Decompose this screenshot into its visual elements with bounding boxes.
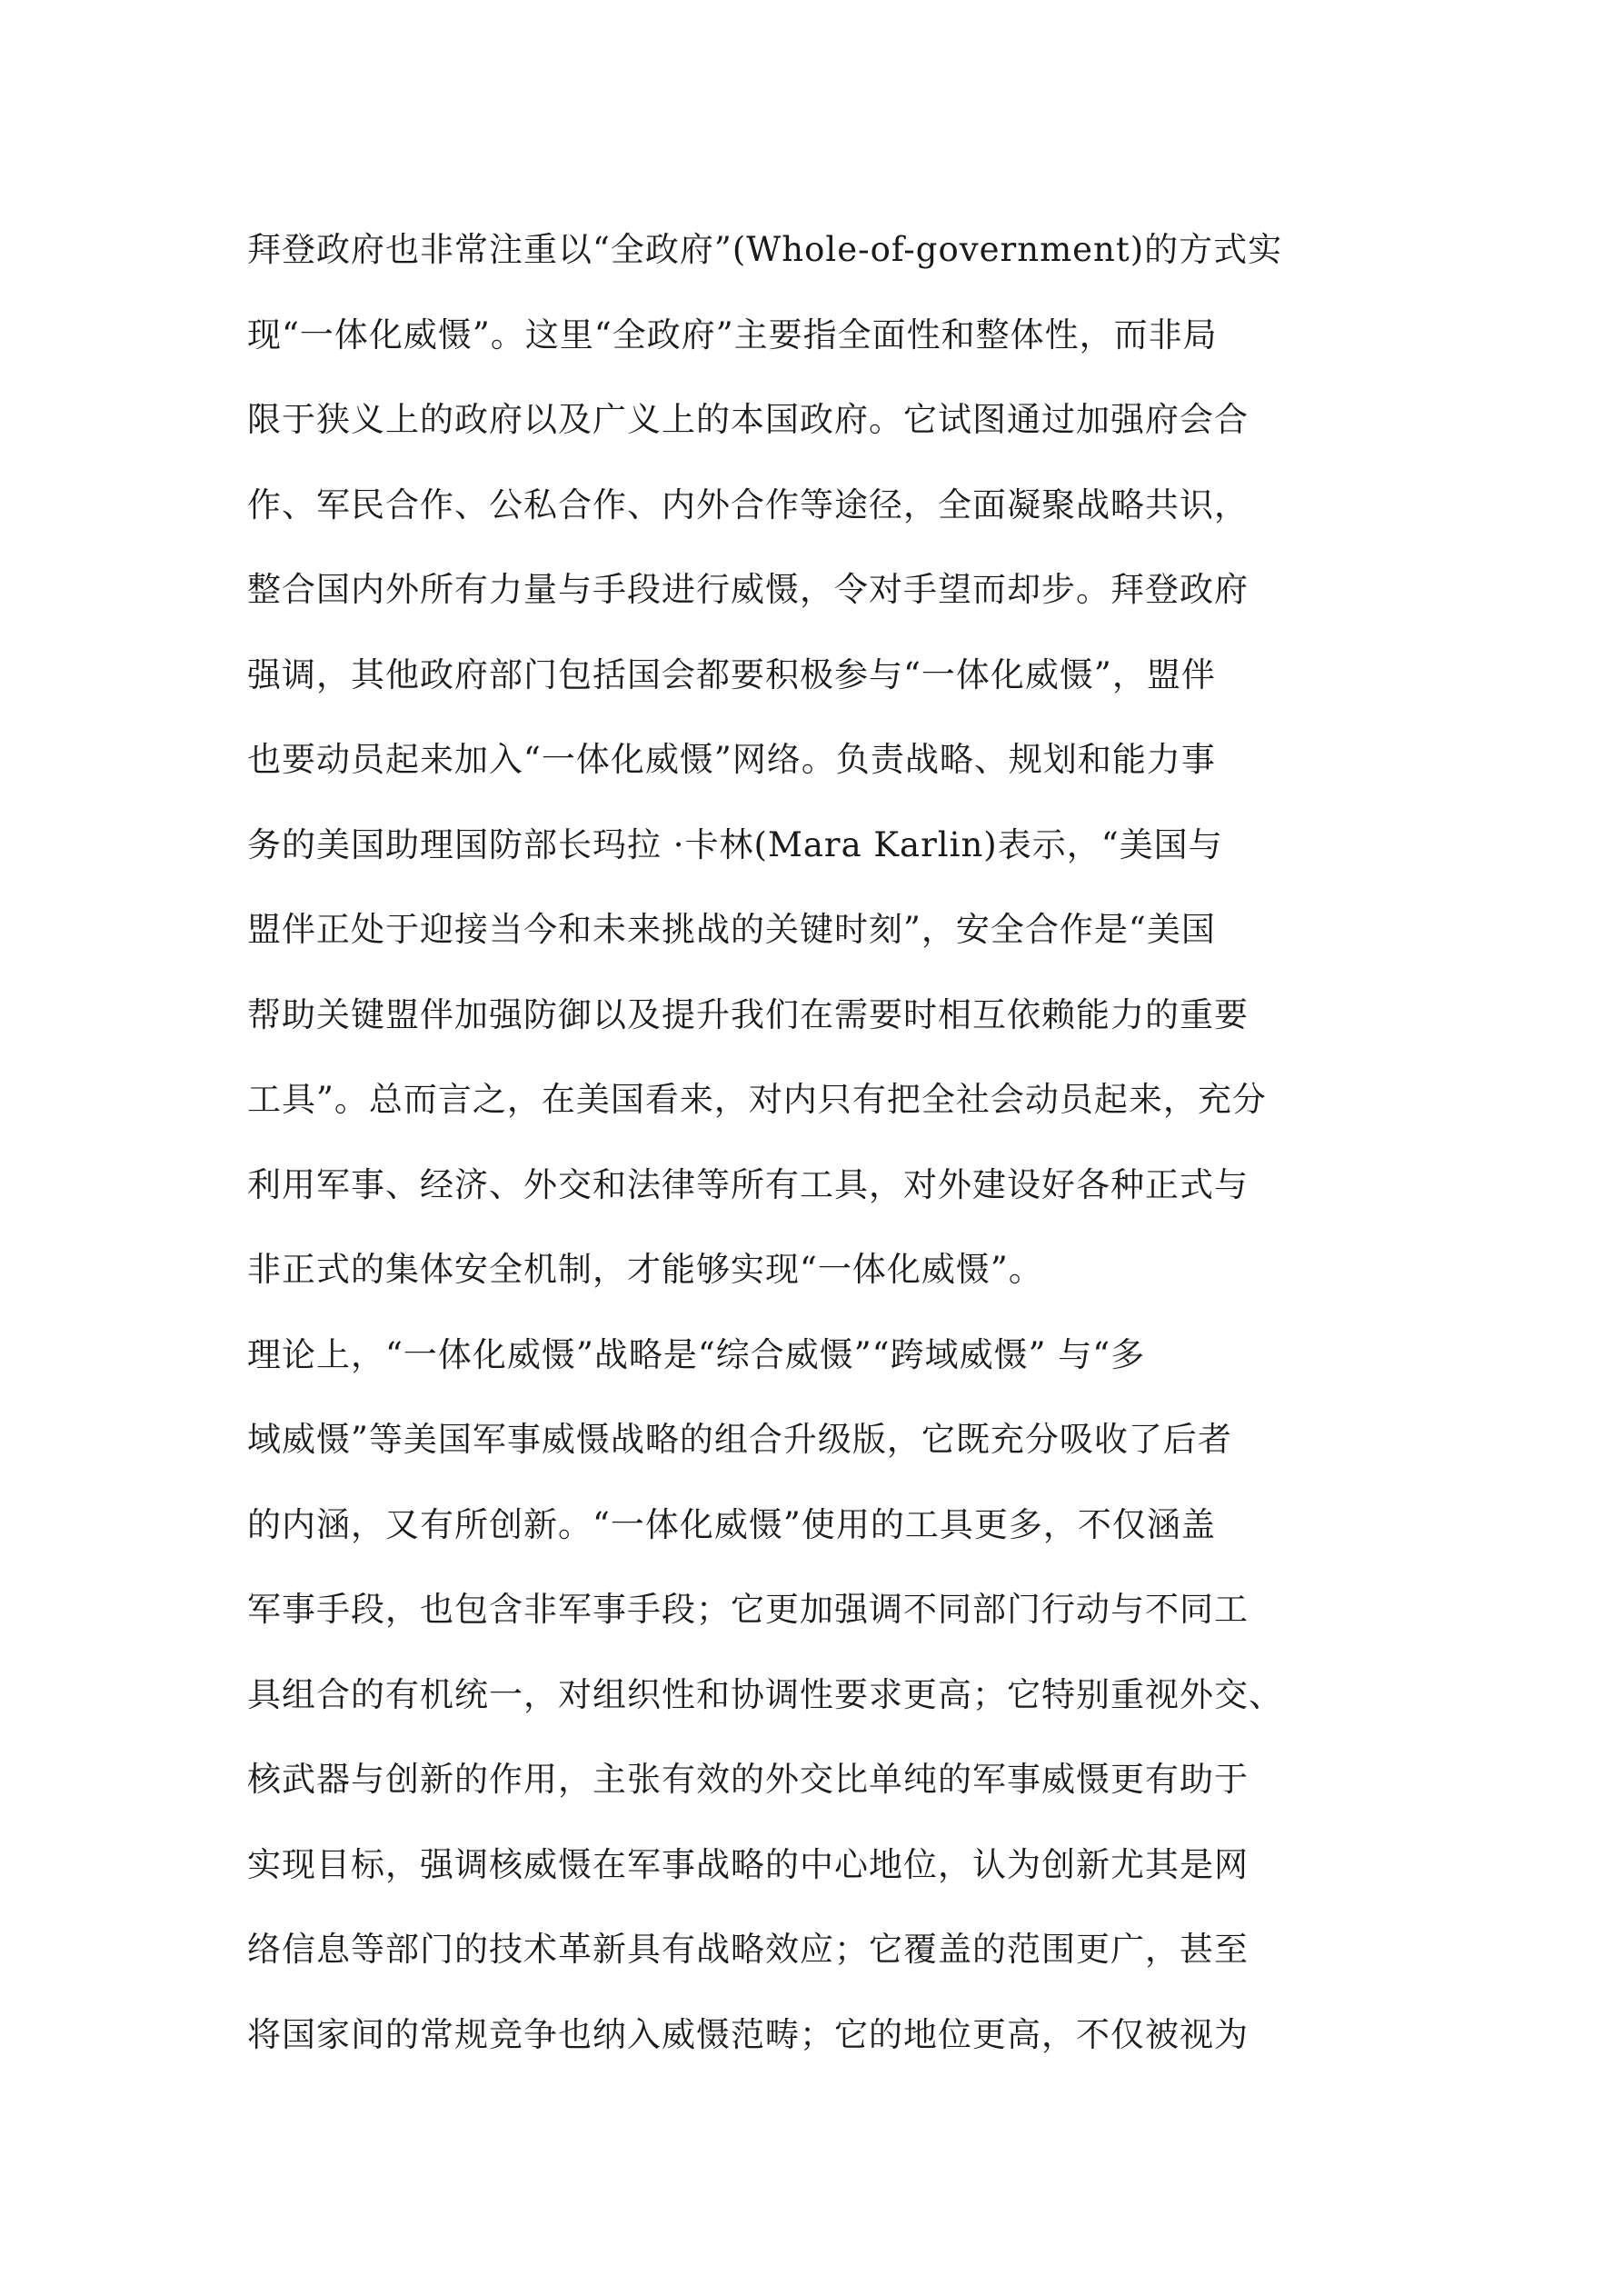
text-line: 利用军事、经济、外交和法律等所有工具，对外建设好各种正式与: [247, 1164, 1249, 1204]
text-line: 作、军民合作、公私合作、内外合作等途径，全面凝聚战略共识，: [247, 484, 1249, 524]
text-line: 实现目标，强调核威慑在军事战略的中心地位，认为创新尤其是网: [247, 1844, 1249, 1884]
text-line: 络信息等部门的技术革新具有战略效应；它覆盖的范围更广，甚至: [247, 1930, 1249, 1969]
text-line: 也要动员起来加入“一体化威慑”网络。负责战略、规划和能力事: [247, 740, 1216, 779]
text-line: 工具”。总而言之，在美国看来，对内只有把全社会动员起来，充分: [247, 1080, 1267, 1119]
text-line: 盟伴正处于迎接当今和未来挑战的关键时刻”，安全合作是“美国: [247, 910, 1216, 949]
text-line: 务的美国助理国防部长玛拉 ·卡林(Mara Karlin)表示，“美国与: [247, 824, 1223, 864]
text-line: 强调，其他政府部门包括国会都要积极参与“一体化威慑”，盟伴: [247, 654, 1216, 694]
text-line: 现“一体化威慑”。这里“全政府”主要指全面性和整体性，而非局: [247, 314, 1218, 354]
text-line: 理论上，“一体化威慑”战略是“综合威慑”“跨域威慑” 与“多: [247, 1334, 1146, 1374]
text-line: 军事手段，也包含非军事手段；它更加强调不同部门行动与不同工: [247, 1590, 1249, 1629]
body-text: [247, 207, 1429, 2077]
text-line: 核武器与创新的作用，主张有效的外交比单纯的军事威慑更有助于: [247, 1760, 1249, 1799]
text-line: 将国家间的常规竞争也纳入威慑范畴；它的地位更高，不仅被视为: [247, 2014, 1249, 2054]
text-line: 具组合的有机统一，对组织性和协调性要求更高；它特别重视外交、: [247, 1674, 1283, 1714]
text-line: 的内涵，又有所创新。“一体化威慑”使用的工具更多，不仅涵盖: [247, 1504, 1216, 1544]
text-line: 拜登政府也非常注重以“全政府”(Whole-of-government)的方式实: [247, 230, 1283, 269]
text-line: 非正式的集体安全机制，才能够实现“一体化威慑”。: [247, 1250, 1043, 1289]
text-line: 域威慑”等美国军事威慑战略的组合升级版，它既充分吸收了后者: [247, 1420, 1232, 1459]
text-line: 帮助关键盟伴加强防御以及提升我们在需要时相互依赖能力的重要: [247, 994, 1249, 1034]
text-line: 整合国内外所有力量与手段进行威慑，令对手望而却步。拜登政府: [247, 570, 1249, 609]
text-line: 限于狭义上的政府以及广义上的本国政府。它试图通过加强府会合: [247, 400, 1249, 439]
